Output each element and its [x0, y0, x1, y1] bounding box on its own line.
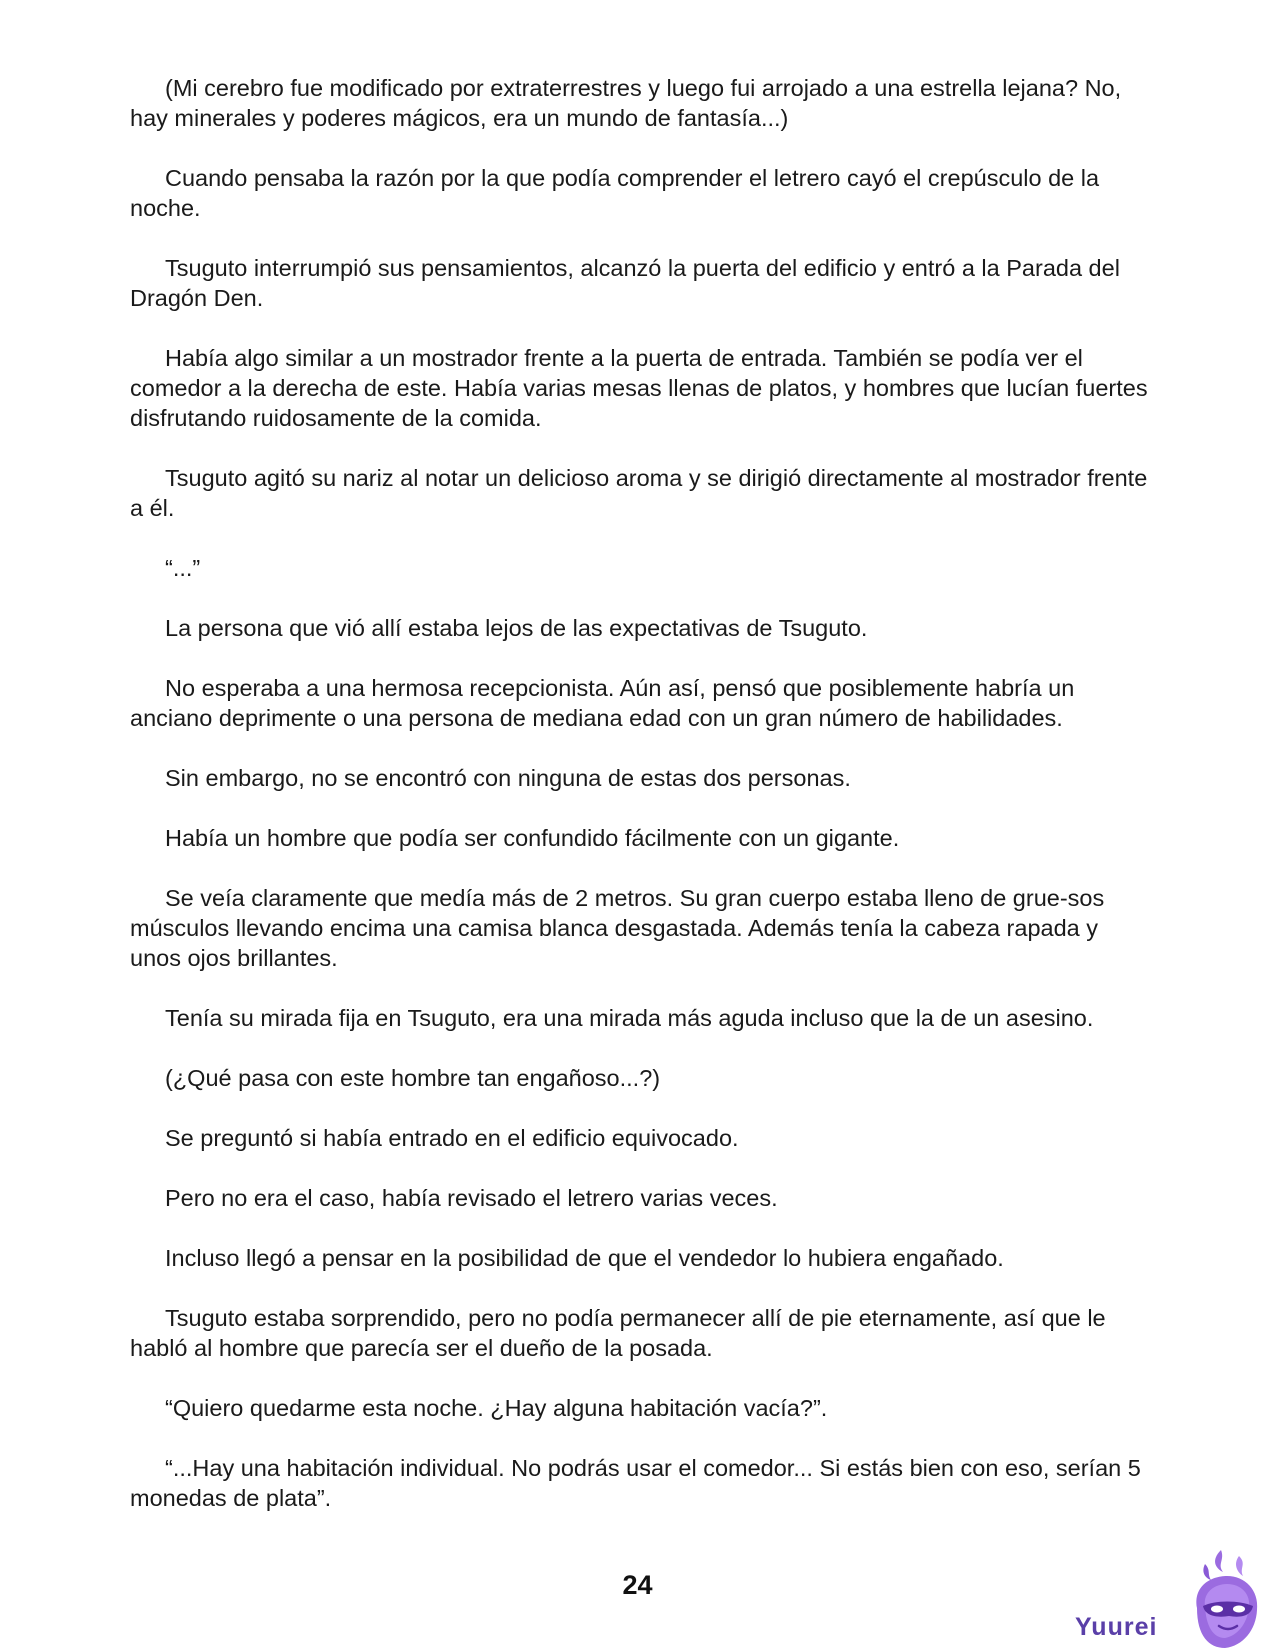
paragraph: Tsuguto interrumpió sus pensamientos, alcanzó la puerta del edificio y entró a la Parada del Dragón Den. — [130, 255, 1120, 311]
paragraph: “Quiero quedarme esta noche. ¿Hay alguna habitación vacía?”. — [165, 1395, 828, 1421]
paragraph: No esperaba a una hermosa recepcionista. Aún así, pensó que posiblemente habría un anciano deprimente o una persona de mediana edad con un gran número de habilidades. — [130, 675, 1075, 731]
paragraph: Incluso llegó a pensar en la posibilidad de que el vendedor lo hubiera engañado. — [165, 1245, 1004, 1271]
paragraph: Sin embargo, no se encontró con ninguna de estas dos personas. — [165, 765, 851, 791]
paragraph: “...” — [165, 555, 201, 581]
paragraph: “...Hay una habitación individual. No podrás usar el comedor... Si estás bien con eso, serían 5 monedas de plata”. — [130, 1455, 1141, 1511]
paragraph: Tsuguto agitó su nariz al notar un delicioso aroma y se dirigió directamente al mostrador frente a él. — [130, 465, 1148, 521]
paragraph: Cuando pensaba la razón por la que podía comprender el letrero cayó el crepúsculo de la noche. — [130, 165, 1100, 221]
paragraph: La persona que vió allí estaba lejos de las expectativas de Tsuguto. — [165, 615, 868, 641]
paragraph: Había algo similar a un mostrador frente a la puerta de entrada. También se podía ver el comedor a la derecha de este. Había varias mesas llenas de platos, y hombres que lucían fuertes disfrutando ruidosamente de la comida. — [130, 345, 1148, 431]
page-number: 24 — [622, 1570, 653, 1600]
paragraph: Se preguntó si había entrado en el edificio equivocado. — [165, 1125, 739, 1151]
paragraph: Se veía claramente que medía más de 2 metros. Su gran cuerpo estaba lleno de grue-sos músculos llevando encima una camisa blanca desgastada. Además tenía la cabeza rapada y unos ojos brillantes. — [130, 885, 1105, 971]
paragraph: (Mi cerebro fue modificado por extraterrestres y luego fui arrojado a una estrella lejana? No, hay minerales y poderes mágicos, era un mundo de fantasía...) — [130, 75, 1122, 131]
watermark-text: Yuurei — [1075, 1613, 1158, 1641]
purple-ghost-icon — [1181, 1546, 1265, 1650]
paragraph: Tenía su mirada fija en Tsuguto, era una mirada más aguda incluso que la de un asesino. — [165, 1005, 1094, 1031]
page-body — [130, 73, 1150, 1543]
paragraph: Había un hombre que podía ser confundido fácilmente con un gigante. — [165, 825, 900, 851]
watermark — [1075, 1540, 1265, 1650]
paragraph: (¿Qué pasa con este hombre tan engañoso...?) — [165, 1065, 661, 1091]
paragraph: Pero no era el caso, había revisado el letrero varias veces. — [165, 1185, 778, 1211]
paragraph: Tsuguto estaba sorprendido, pero no podía permanecer allí de pie eternamente, así que le habló al hombre que parecía ser el dueño de la posada. — [130, 1305, 1106, 1361]
